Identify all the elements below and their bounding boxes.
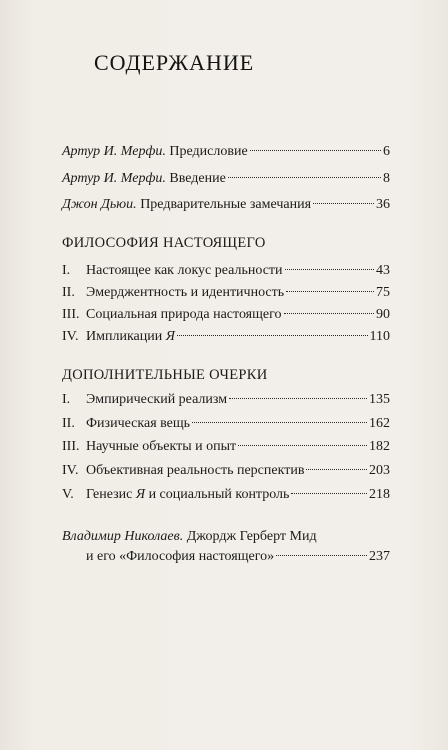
leader-dots — [313, 203, 374, 204]
toc-entry-preliminary-remarks[interactable] — [62, 195, 390, 215]
entry-page: 110 — [369, 329, 390, 344]
entry-title: Настоящее как локус реальности — [86, 263, 283, 278]
leader-dots — [306, 469, 367, 470]
entry-author: Артур И. Мерфи. — [62, 144, 166, 159]
toc-entry-introduction[interactable] — [62, 169, 390, 189]
entry-title: Эмерджентность и идентичность — [86, 285, 285, 300]
entry-title-italic: Я — [135, 487, 146, 502]
toc-entry[interactable] — [62, 485, 390, 505]
entry-title: Научные объекты и опыт — [86, 439, 237, 454]
entry-page: 135 — [369, 392, 390, 407]
entry-page: 218 — [369, 487, 390, 502]
entry-title-rest: и социальный контроль — [145, 487, 290, 502]
toc-entry[interactable] — [62, 283, 390, 303]
entry-page: 203 — [369, 463, 390, 478]
entry-title: Социальная природа настоящего — [86, 307, 282, 322]
entry-title-italic: Я — [165, 329, 175, 344]
entry-line-1 — [62, 527, 390, 547]
entry-number: III. — [62, 307, 80, 322]
entry-title: Предисловие — [165, 144, 248, 159]
entry-line-2 — [62, 547, 390, 567]
toc-entry-preface[interactable] — [62, 142, 390, 162]
entry-author: Джон Дьюи. — [62, 197, 137, 212]
leader-dots — [250, 150, 381, 151]
toc-entry[interactable] — [62, 461, 390, 481]
leader-dots — [276, 555, 367, 556]
entry-title: Физическая вещь — [86, 416, 191, 431]
entry-title: Объективная реальность перспектив — [86, 463, 305, 478]
entry-number: I. — [62, 392, 71, 407]
entry-number: II. — [62, 416, 75, 431]
leader-dots — [228, 177, 381, 178]
toc-entry[interactable] — [62, 390, 390, 410]
entry-page: 75 — [376, 285, 390, 300]
leader-dots — [284, 313, 374, 314]
entry-title: Предварительные замечания — [136, 197, 312, 212]
entry-page: 6 — [383, 144, 390, 159]
leader-dots — [192, 422, 367, 423]
entry-title: Джордж Герберт Мид — [183, 529, 317, 544]
leader-dots — [238, 445, 367, 446]
entry-page: 36 — [376, 197, 390, 212]
leader-dots — [286, 291, 374, 292]
entry-title: Введение — [165, 171, 226, 186]
leader-dots — [291, 493, 367, 494]
entry-author: Артур И. Мерфи. — [62, 171, 166, 186]
entry-number: IV. — [62, 329, 79, 344]
entry-title: Эмпирический реализм — [86, 392, 228, 407]
entry-number: I. — [62, 263, 71, 278]
toc-entry[interactable] — [62, 327, 390, 347]
toc-entry-afterword[interactable] — [62, 527, 390, 567]
entry-number: II. — [62, 285, 75, 300]
entry-number: III. — [62, 439, 80, 454]
toc-entry[interactable] — [62, 437, 390, 457]
leader-dots — [285, 269, 374, 270]
leader-dots — [177, 335, 368, 336]
entry-title: Импликации — [86, 329, 166, 344]
entry-page: 182 — [369, 439, 390, 454]
entry-page: 162 — [369, 416, 390, 431]
contents-title: СОДЕРЖАНИЕ — [94, 50, 255, 75]
entry-page: 237 — [369, 549, 390, 564]
leader-dots — [229, 398, 367, 399]
entry-number: IV. — [62, 463, 79, 478]
entry-number: V. — [62, 487, 74, 502]
entry-title: Генезис — [86, 487, 136, 502]
section-heading-additional-essays: ДОПОЛНИТЕЛЬНЫЕ ОЧЕРКИ — [62, 367, 268, 383]
entry-page: 90 — [376, 307, 390, 322]
entry-page: 43 — [376, 263, 390, 278]
toc-entry[interactable] — [62, 414, 390, 434]
toc-entry[interactable] — [62, 305, 390, 325]
entry-title-cont: и его «Философия настоящего» — [86, 549, 275, 564]
toc-entry[interactable] — [62, 261, 390, 281]
entry-page: 8 — [383, 171, 390, 186]
section-heading-philosophy-of-present: ФИЛОСОФИЯ НАСТОЯЩЕГО — [62, 235, 266, 251]
entry-author: Владимир Николаев. — [62, 529, 184, 544]
